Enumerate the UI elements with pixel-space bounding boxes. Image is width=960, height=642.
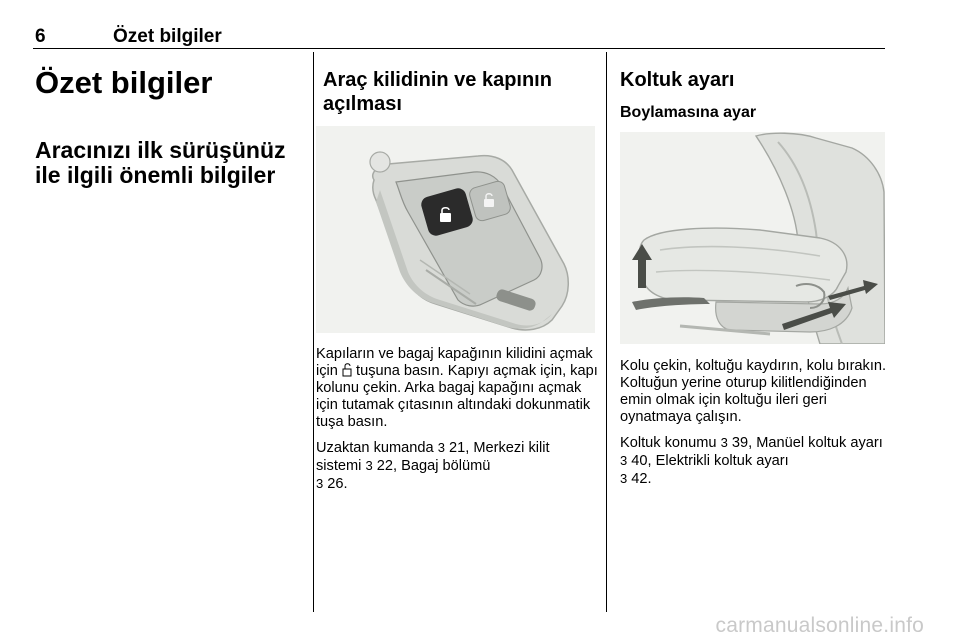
cross-reference-link[interactable]: 42. [631, 471, 652, 487]
key-section-title: Araç kilidinin ve kapının açılması [323, 69, 552, 115]
watermark: carmanualsonline.info [715, 614, 924, 637]
cross-reference-icon: 3 [365, 458, 373, 473]
cross-reference-icon: 3 [620, 471, 628, 486]
key-section-body [313, 346, 599, 501]
section-title: Aracınızı ilk sürüşünüz ile ilgili önemli bilgiler [35, 137, 286, 188]
cross-reference-icon: 3 [316, 476, 324, 491]
text-span: Kapıların ve bagaj kapağının kilidini açmak için [316, 346, 593, 379]
cross-reference-link[interactable]: 39, Manüel koltuk ayarı [731, 435, 883, 451]
page-header [33, 26, 885, 50]
seat-paragraph-2 [620, 434, 890, 488]
running-title: Özet bilgiler [113, 26, 222, 47]
seat-section-title: Koltuk ayarı [620, 69, 735, 91]
cross-reference-link[interactable]: 40, Elektrikli koltuk ayarı [631, 453, 789, 469]
header-rule [33, 48, 885, 49]
column-divider-1 [313, 52, 314, 612]
seat-paragraph-1: Kolu çekin, koltuğu kaydırın, kolu bırakın. Koltuğun yerine oturup kilitlendiğinden emin olmak için koltuğu ileri geri oynatmaya çalışın. [620, 358, 887, 425]
cross-reference-icon: 3 [720, 435, 728, 450]
cross-reference-link[interactable]: 26. [327, 476, 348, 492]
chapter-title: Özet bilgiler [35, 65, 213, 100]
page-number: 6 [35, 26, 46, 47]
column-divider-2 [606, 52, 607, 612]
text-span: Uzaktan kumanda [316, 440, 434, 456]
car-key-fob-illustration [316, 126, 595, 333]
seat-subsection-title: Boylamasına ayar [620, 104, 757, 121]
cross-reference-link[interactable]: 22, Bagaj bölümü [376, 458, 491, 474]
seat-adjust-illustration [620, 132, 885, 344]
text-span: Koltuk konumu [620, 435, 717, 451]
key-paragraph-2 [316, 439, 599, 493]
key-paragraph-1 [316, 346, 599, 431]
seat-section-body [620, 358, 890, 496]
unlock-icon [342, 363, 352, 377]
text-span: tuşuna basın. Kapıyı açmak için, kapı kolunu çekin. Arka bagaj kapağını açmak için tutamak çıtasının altındaki dokunmatik tuşa basın. [316, 363, 598, 430]
cross-reference-link[interactable]: 21, Merkezi kilit sistemi [316, 440, 550, 474]
cross-reference-icon: 3 [437, 440, 445, 455]
cross-reference-icon: 3 [620, 453, 628, 468]
